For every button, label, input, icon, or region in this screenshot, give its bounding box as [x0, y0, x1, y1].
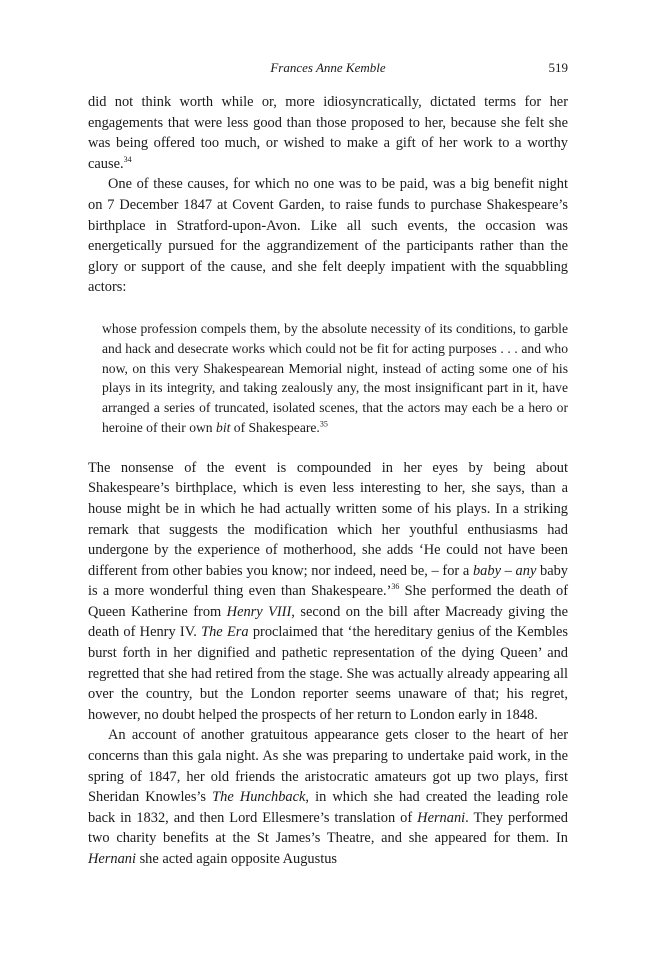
p3-italic-the-era: The Era	[201, 624, 249, 641]
paragraph-3	[88, 458, 568, 726]
block-quote	[102, 319, 568, 438]
p3-italic-any: any	[515, 562, 537, 579]
footnote-ref-36: 36	[391, 582, 400, 592]
p4-text-1: An account of another gratuitous appearance gets closer to the heart of her concerns than this gala night. As she was preparing to undertake paid work, in the spring of 1847, her old friends the aristocratic amateurs got up two plays, first Sheridan Knowles’s	[88, 727, 568, 806]
p3-text-4: She performed the death of Queen Katherine from	[88, 583, 568, 620]
p4-text-4: she acted again opposite Augustus	[135, 851, 338, 867]
block-quote-text-1: whose profession compels them, by the absolute necessity of its conditions, to garble and hack and desecrate works which could not be fit for acting purposes . . . and who now, on this very Shakespearean Memorial night, instead of acting some one of his plays in its integrity, and taking zealously any, the most insignificant part in it, have arranged a series of truncated, isolated scenes, that the actors may each be a hero or heroine of their own	[102, 320, 568, 435]
p4-italic-hernani-2: Hernani	[88, 851, 136, 867]
p4-italic-hunchback: The Hunchback	[212, 789, 306, 806]
p3-italic-henry-viii: Henry VIII	[226, 603, 292, 620]
block-quote-text-2: of Shakespeare.	[230, 419, 320, 435]
p3-text-6: proclaimed that ‘the hereditary genius of the Kembles burst forth in her dignified and pathetic representation of the dying Queen’ and regretted that she had retired from the stage. She was actually already appearing all over the country, but the London reporter seems unaware of that; his regret, however, no doubt helped the prospects of her return to London early in 1848.	[88, 624, 568, 723]
paragraph-2: One of these causes, for which no one was to be paid, was a big benefit night on 7 December 1847 at Covent Garden, to raise funds to purchase Shakespeare’s birthplace in Stratford-upon-Avon. Like all such events, the occasion was energetically pursued for the aggrandizement of the participants rather than the glory or support of the cause, and she felt deeply impatient with the squabbling actors:	[88, 176, 568, 296]
running-title: Frances Anne Kemble	[270, 60, 386, 75]
page-number: 519	[548, 60, 568, 75]
paragraph-1-text: did not think worth while or, more idiosyncratically, dictated terms for her engagements that were less good than those proposed to her, because she felt she was being offered too much, or wished to make a gift of her work to a worthy cause.	[88, 94, 568, 172]
p3-italic-baby: baby	[472, 562, 501, 579]
paragraph-1	[88, 92, 568, 174]
p4-italic-hernani-1: Hernani	[417, 809, 466, 826]
p4-text-3: . They performed two charity benefits at the St James’s Theatre, and she appeared for them. In	[88, 809, 568, 847]
footnote-ref-35: 35	[319, 419, 328, 429]
p3-text-1: The nonsense of the event is compounded in her eyes by being about Shakespeare’s birthplace, which is even less interesting to her, she says, than a house might be in which he had actually written some of his plays. In a striking remark that suggests the modification which her youthful enthusiasms had undergone by the experience of motherhood, she adds ‘He could not have been different from other babies you know; nor indeed, need be, – for a	[88, 459, 568, 579]
p3-text-5: , second on the bill after Macready giving the death of Henry IV.	[88, 603, 568, 641]
block-quote-italic: bit	[216, 419, 231, 435]
p3-text-2: –	[500, 562, 516, 579]
p4-text-2: , in which she had created the leading role back in 1832, and then Lord Ellesmere’s translation of	[88, 789, 569, 826]
footnote-ref-34: 34	[123, 154, 132, 164]
paragraph-4	[88, 725, 568, 869]
running-header	[88, 58, 568, 78]
p3-text-3: baby is a more wonderful thing even than Shakespeare.’	[88, 562, 568, 600]
body-text	[88, 92, 568, 870]
